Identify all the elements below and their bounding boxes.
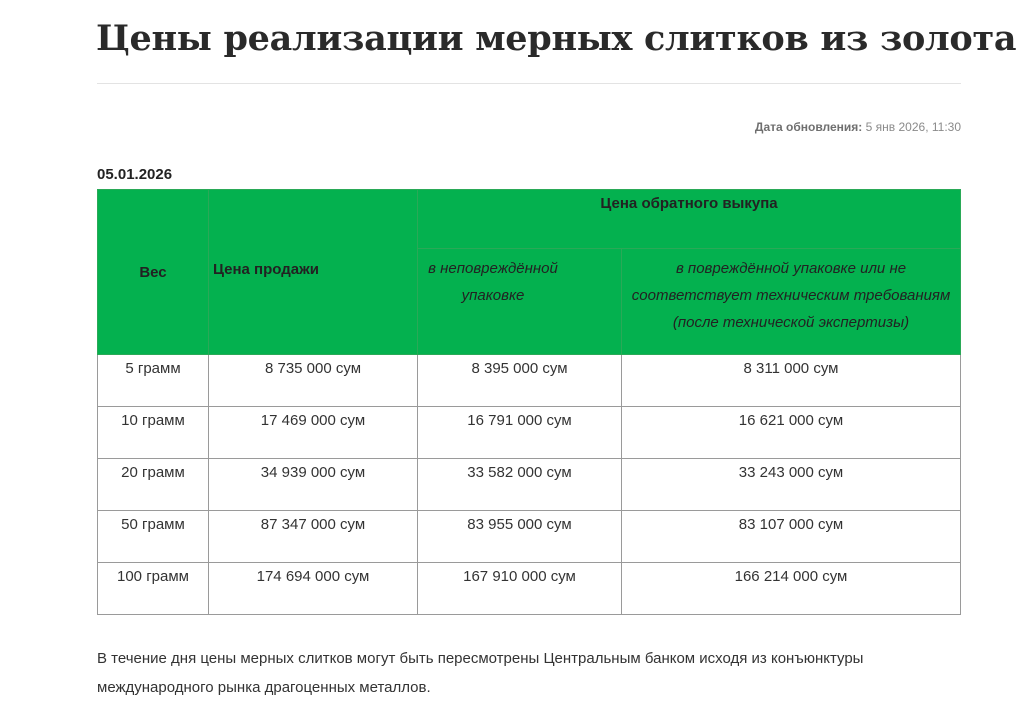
cell-weight: 50 грамм bbox=[98, 511, 209, 563]
cell-buyback-damaged: 33 243 000 сум bbox=[622, 459, 961, 511]
header-intact-packaging bbox=[418, 249, 622, 355]
header-buyback-price: Цена обратного выкупа bbox=[418, 190, 961, 249]
header-damaged-line3: (после технической экспертизы) bbox=[672, 314, 910, 331]
cell-sale-price: 34 939 000 сум bbox=[209, 459, 418, 511]
cell-weight: 5 грамм bbox=[98, 355, 209, 407]
cell-sale-price: 87 347 000 сум bbox=[209, 511, 418, 563]
header-intact-line1: в неповреждённой bbox=[428, 260, 558, 277]
update-value: 5 янв 2026, 11:30 bbox=[865, 120, 961, 134]
cell-sale-price: 17 469 000 сум bbox=[209, 407, 418, 459]
update-info bbox=[755, 120, 961, 134]
cell-buyback-intact: 83 955 000 сум bbox=[418, 511, 622, 563]
table-row bbox=[98, 407, 961, 459]
cell-buyback-intact: 8 395 000 сум bbox=[418, 355, 622, 407]
table-row bbox=[98, 563, 961, 615]
cell-weight: 100 грамм bbox=[98, 563, 209, 615]
header-weight: Вес bbox=[98, 190, 209, 355]
header-damaged-packaging bbox=[622, 249, 961, 355]
cell-buyback-damaged: 16 621 000 сум bbox=[622, 407, 961, 459]
title-divider bbox=[97, 83, 961, 84]
gold-bar-price-table bbox=[97, 189, 961, 615]
cell-buyback-damaged: 8 311 000 сум bbox=[622, 355, 961, 407]
cell-weight: 10 грамм bbox=[98, 407, 209, 459]
cell-buyback-damaged: 166 214 000 сум bbox=[622, 563, 961, 615]
update-label: Дата обновления: bbox=[754, 120, 863, 134]
footnote: В течение дня цены мерных слитков могут быть пересмотрены Центральным банком исходя из конъюнктуры международного рынка драгоценных металлов. bbox=[97, 650, 864, 696]
cell-buyback-intact: 33 582 000 сум bbox=[418, 459, 622, 511]
header-intact-line2: упаковке bbox=[461, 287, 525, 304]
cell-sale-price: 174 694 000 сум bbox=[209, 563, 418, 615]
cell-buyback-intact: 16 791 000 сум bbox=[418, 407, 622, 459]
header-damaged-line1: в повреждённой упаковке или не bbox=[675, 260, 907, 277]
cell-buyback-intact: 167 910 000 сум bbox=[418, 563, 622, 615]
page-title: Цены реализации мерных слитков из золота bbox=[96, 18, 1017, 59]
header-sale-price: Цена продажи bbox=[209, 190, 418, 355]
cell-buyback-damaged: 83 107 000 сум bbox=[622, 511, 961, 563]
cell-weight: 20 грамм bbox=[98, 459, 209, 511]
table-row bbox=[98, 459, 961, 511]
header-damaged-line2: соответствует техническим требованиям bbox=[631, 287, 951, 304]
table-row bbox=[98, 355, 961, 407]
cell-sale-price: 8 735 000 сум bbox=[209, 355, 418, 407]
table-row bbox=[98, 511, 961, 563]
table-date: 05.01.2026 bbox=[97, 166, 173, 183]
